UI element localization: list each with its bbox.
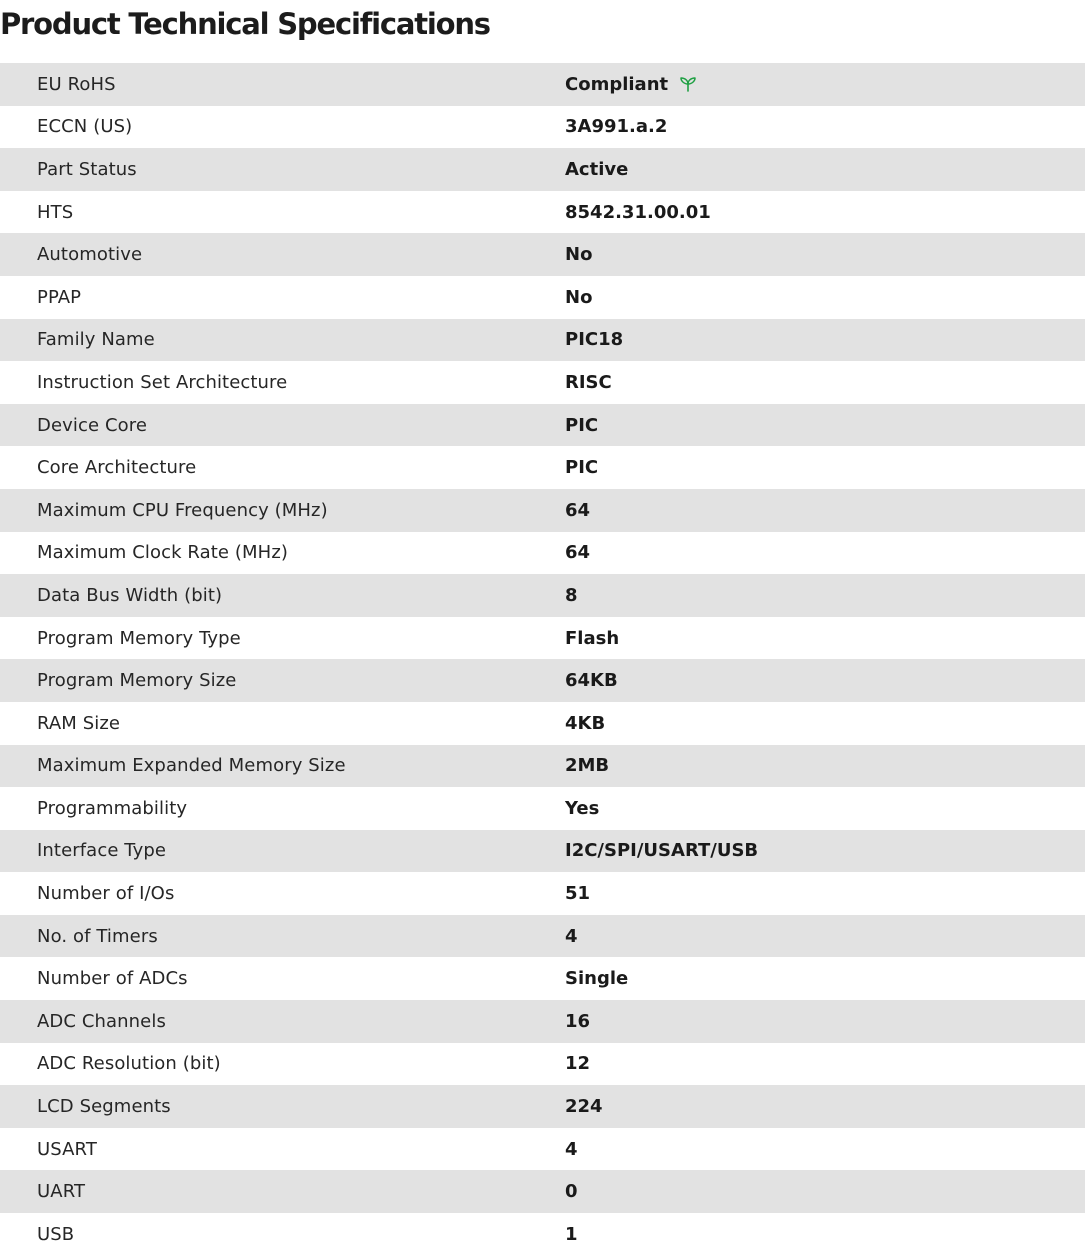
spec-value: 8542.31.00.01 xyxy=(565,201,711,223)
spec-value: 224 xyxy=(565,1096,603,1118)
spec-label: Number of ADCs xyxy=(37,968,188,990)
spec-row-part-status xyxy=(0,148,1085,191)
spec-row-uart xyxy=(0,1170,1085,1213)
spec-label: UART xyxy=(37,1181,86,1203)
spec-value: Flash xyxy=(565,627,620,649)
spec-value: PIC18 xyxy=(565,329,624,351)
spec-label: Maximum Expanded Memory Size xyxy=(37,755,346,777)
spec-value: 4KB xyxy=(565,712,606,734)
spec-row-max-clock-rate xyxy=(0,532,1085,575)
spec-value: 8 xyxy=(565,584,578,606)
spec-row-programmability xyxy=(0,787,1085,830)
spec-label: ADC Channels xyxy=(37,1010,166,1032)
spec-row-interface-type xyxy=(0,830,1085,873)
spec-row-device-core xyxy=(0,404,1085,447)
spec-row-ram-size xyxy=(0,702,1085,745)
spec-label: Program Memory Type xyxy=(37,627,241,649)
spec-label: USART xyxy=(37,1138,97,1160)
spec-label: ADC Resolution (bit) xyxy=(37,1053,221,1075)
page-title: Product Technical Specifications xyxy=(0,7,490,41)
spec-row-automotive xyxy=(0,233,1085,276)
spec-label: Core Architecture xyxy=(37,457,197,479)
spec-label: ECCN (US) xyxy=(37,116,133,138)
spec-value: 16 xyxy=(565,1010,591,1032)
spec-table xyxy=(0,63,1085,1256)
spec-label: Program Memory Size xyxy=(37,670,237,692)
spec-row-program-memory-size xyxy=(0,659,1085,702)
spec-value xyxy=(565,74,698,95)
spec-value: Yes xyxy=(565,797,600,819)
spec-label: Instruction Set Architecture xyxy=(37,371,288,393)
spec-row-number-of-adcs xyxy=(0,957,1085,1000)
spec-row-number-of-ios xyxy=(0,872,1085,915)
spec-label: Part Status xyxy=(37,158,137,180)
spec-label: USB xyxy=(37,1223,75,1245)
spec-value: 51 xyxy=(565,883,591,905)
spec-label: Automotive xyxy=(37,244,143,266)
spec-row-max-expanded-memory xyxy=(0,745,1085,788)
spec-row-instruction-set xyxy=(0,361,1085,404)
spec-row-eccn xyxy=(0,106,1085,149)
spec-row-timers xyxy=(0,915,1085,958)
spec-value: No xyxy=(565,286,593,308)
spec-value: 0 xyxy=(565,1181,578,1203)
spec-value: 64 xyxy=(565,542,591,564)
spec-label: HTS xyxy=(37,201,74,223)
spec-row-usart xyxy=(0,1128,1085,1171)
spec-row-adc-resolution xyxy=(0,1043,1085,1086)
spec-label: Device Core xyxy=(37,414,148,436)
spec-label: Maximum Clock Rate (MHz) xyxy=(37,542,288,564)
spec-value: 2MB xyxy=(565,755,610,777)
spec-row-core-architecture xyxy=(0,446,1085,489)
spec-value: 4 xyxy=(565,925,578,947)
spec-label: No. of Timers xyxy=(37,925,158,947)
spec-label: Number of I/Os xyxy=(37,883,175,905)
spec-label: Maximum CPU Frequency (MHz) xyxy=(37,499,328,521)
spec-label: Family Name xyxy=(37,329,155,351)
spec-row-eu-rohs xyxy=(0,63,1085,106)
spec-value: 64 xyxy=(565,499,591,521)
spec-row-max-cpu-frequency xyxy=(0,489,1085,532)
spec-value: 64KB xyxy=(565,670,618,692)
spec-row-family-name xyxy=(0,319,1085,362)
spec-row-hts xyxy=(0,191,1085,234)
spec-value: Active xyxy=(565,158,629,180)
spec-label: EU RoHS xyxy=(37,73,116,95)
spec-value: 3A991.a.2 xyxy=(565,116,668,138)
spec-value: RISC xyxy=(565,371,612,393)
spec-label: Data Bus Width (bit) xyxy=(37,584,223,606)
spec-value: PIC xyxy=(565,457,599,479)
spec-row-adc-channels xyxy=(0,1000,1085,1043)
spec-value-text: Compliant xyxy=(565,73,669,95)
spec-value: PIC xyxy=(565,414,599,436)
spec-label: PPAP xyxy=(37,286,82,308)
spec-row-data-bus-width xyxy=(0,574,1085,617)
spec-value: 4 xyxy=(565,1138,578,1160)
spec-value: I2C/SPI/USART/USB xyxy=(565,840,759,862)
spec-value: No xyxy=(565,244,593,266)
spec-value: 12 xyxy=(565,1053,591,1075)
leaf-icon xyxy=(678,74,698,94)
spec-value: 1 xyxy=(565,1223,578,1245)
spec-row-lcd-segments xyxy=(0,1085,1085,1128)
spec-label: LCD Segments xyxy=(37,1096,171,1118)
spec-row-ppap xyxy=(0,276,1085,319)
spec-row-program-memory-type xyxy=(0,617,1085,660)
spec-row-usb xyxy=(0,1213,1085,1256)
spec-label: Programmability xyxy=(37,797,188,819)
spec-value: Single xyxy=(565,968,629,990)
spec-label: Interface Type xyxy=(37,840,167,862)
spec-label: RAM Size xyxy=(37,712,121,734)
